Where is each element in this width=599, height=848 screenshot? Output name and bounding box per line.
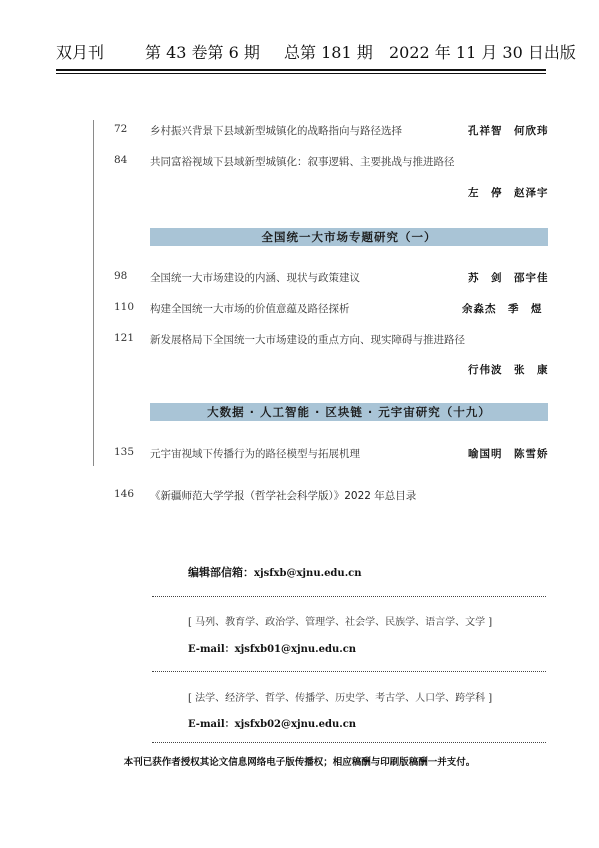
toc-page-number: 135 <box>114 446 135 458</box>
volume-issue: 第 43 卷第 6 期 <box>145 43 260 62</box>
toc-article-title[interactable]: 全国统一大市场建设的内涵、现状与政策建议 <box>150 272 360 284</box>
toc-article-title[interactable]: 构建全国统一大市场的价值意蕴及路径探析 <box>150 303 350 315</box>
editorial-mailbox-label: 编辑部信箱： <box>188 566 254 579</box>
toc-page-number: 121 <box>114 332 135 344</box>
toc-page-number: 72 <box>114 123 128 135</box>
section-banner: 全国统一大市场专题研究（一） <box>150 228 548 246</box>
toc-page-number: 98 <box>114 270 128 282</box>
publication-date: 2022 年 11 月 30 日出版 <box>389 43 576 62</box>
dotted-divider <box>152 742 546 743</box>
journal-frequency: 双月刊 <box>56 43 105 62</box>
toc-article-title[interactable]: 《新疆师范大学学报（哲学社会科学版）》2022 年总目录 <box>150 490 417 502</box>
toc-page-number: 110 <box>114 301 135 313</box>
editorial-email-link[interactable]: xjsfxb@xjnu.edu.cn <box>254 568 362 579</box>
section-banner: 大数据 · 人工智能 · 区块链 · 元宇宙研究（十九） <box>150 403 548 421</box>
dotted-divider <box>152 671 546 672</box>
subject-list-1: [ 马列、教育学、政治学、管理学、社会学、民族学、语言学、文学 ] <box>188 617 493 628</box>
toc-authors: 左 停 赵泽宇 <box>468 187 549 199</box>
total-issue: 总第 181 期 <box>284 43 373 62</box>
toc-page-number: 84 <box>114 154 128 166</box>
toc-page-number: 146 <box>114 488 135 500</box>
toc-margin-bar <box>93 120 94 466</box>
toc-article-title[interactable]: 乡村振兴背景下县域新型城镇化的战略指向与路径选择 <box>150 125 402 137</box>
toc-authors: 余淼杰 季 煜 <box>462 303 543 315</box>
toc-article-title[interactable]: 新发展格局下全国统一大市场建设的重点方向、现实障碍与推进路径 <box>150 334 465 346</box>
copyright-note: 本刊已获作者授权其论文信息网络电子版传播权；相应稿酬与印刷版稿酬一并支付。 <box>123 757 476 768</box>
header-rule-thick <box>56 69 546 71</box>
toc-article-title[interactable]: 元宇宙视域下传播行为的路径模型与拓展机理 <box>150 448 360 460</box>
dotted-divider <box>152 596 546 597</box>
subject-email-2[interactable]: E-mail：xjsfxb02@xjnu.edu.cn <box>188 719 357 730</box>
subject-list-2: [ 法学、经济学、哲学、传播学、历史学、考古学、人口学、跨学科 ] <box>188 693 493 704</box>
subject-email-1[interactable]: E-mail：xjsfxb01@xjnu.edu.cn <box>188 644 357 655</box>
toc-authors: 苏 剑 邵宇佳 <box>468 272 549 284</box>
header-rule-thin <box>56 73 546 74</box>
toc-authors: 孔祥智 何欣玮 <box>468 125 549 137</box>
toc-authors: 行伟波 张 康 <box>468 364 549 376</box>
toc-authors: 喻国明 陈雪娇 <box>468 448 549 460</box>
editorial-mailbox <box>188 564 362 580</box>
toc-article-title[interactable]: 共同富裕视域下县域新型城镇化：叙事逻辑、主要挑战与推进路径 <box>150 156 455 168</box>
